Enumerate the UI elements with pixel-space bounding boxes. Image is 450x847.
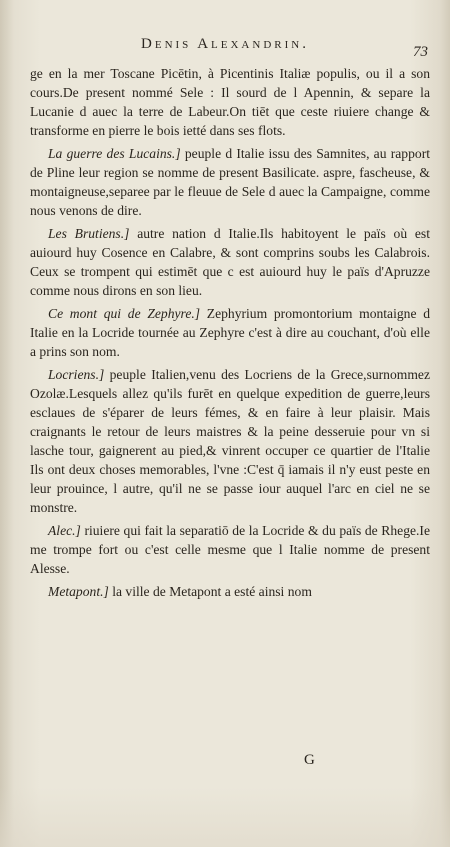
paragraph-7 <box>30 582 430 601</box>
main-text <box>30 64 430 605</box>
signature-mark: G <box>304 752 315 768</box>
paragraph-3 <box>30 224 430 300</box>
paragraph-text: ge en la mer Toscane Picētin, à Picentinis Italiæ populis, ou il a son cours.De present nommé Sele : Il sourd de l Apennin, & separe la Lucanie d auec la terre de Labeur.On tiēt que ceste riuiere change & transforme en pierre le bois ietté dans ses flots. <box>30 66 430 138</box>
paragraph-2 <box>30 144 430 220</box>
paragraph-lemma: Ce mont qui de Zephyre.] <box>48 306 201 321</box>
paragraph-6 <box>30 521 430 578</box>
paragraph-text: la ville de Metapont a esté ainsi nom <box>112 584 312 599</box>
page-shadow <box>0 787 450 847</box>
running-title: Denis Alexandrin. <box>141 36 309 52</box>
paragraph-4 <box>30 304 430 361</box>
paragraph-1 <box>30 64 430 140</box>
paragraph-lemma: Les Brutiens.] <box>48 226 130 241</box>
paragraph-lemma: Locriens.] <box>48 367 105 382</box>
paragraph-text: peuple Italien,venu des Locriens de la Grece,surnommez Ozolæ.Lesquels allez qu'ils furēt en quelque expedition de guerre,leurs esclaues de s'éparer de leurs fémes, & en faire à leur plaisir. Mais craignants le retour de leurs maistres & la peine desseruie pour vn si lasche tour, gaignerent au pied,& vinrent occuper ce quartier de l'Italie Ils ont deux choses memorables, l'vne :C'est q̄ iamais il n'y eust peste en leur prouince, l autre, qu'il ne se passe iour auquel l'arc en ciel ne se monstre. <box>30 367 430 515</box>
page-number: 73 <box>413 44 428 60</box>
paragraph-lemma: Metapont.] <box>48 584 109 599</box>
paragraph-text: peuple d Italie issu des Samnites, au rapport de Pline leur region se nomme de present Basilicate. aspre, fascheuse, & montaigneuse,separee par le fleuue de Sele d auec la Campaigne, comme nous venons de dire. <box>30 146 430 218</box>
paragraph-5 <box>30 365 430 517</box>
paragraph-lemma: Alec.] <box>48 523 81 538</box>
paragraph-lemma: La guerre des Lucains.] <box>48 146 181 161</box>
paragraph-text: Zephyrium promontorium montaigne d Italie en la Locride tournée au Zephyre c'est à dire au couchant, d'où elle a prins son nom. <box>30 306 431 359</box>
paragraph-text: autre nation d Italie.Ils habitoyent le païs où est auiourd huy Cosence en Calabre, & sont comprins soubs les Calabrois. Ceux se trompent qui estimēt que c est auiourd huy le païs d'Apruzze comme nous dirons en son lieu. <box>30 226 430 298</box>
paragraph-text: riuiere qui fait la separatiō de la Locride & du païs de Rhege.Ie me trompe fort ou c'est celle mesme que l Italie nomme de present Alesse. <box>30 523 430 576</box>
